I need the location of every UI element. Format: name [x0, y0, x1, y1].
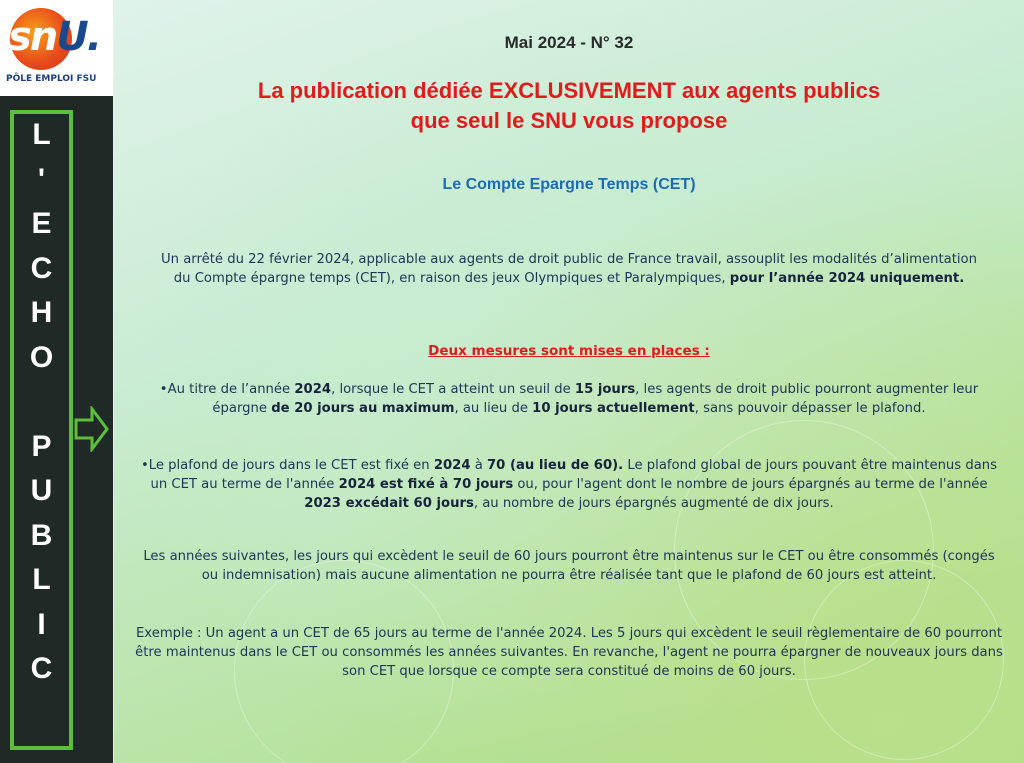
headline [114, 76, 1024, 136]
logo-caption: PÔLE EMPLOI FSU [6, 74, 97, 84]
example-paragraph: Exemple : Un agent a un CET de 65 jours au terme de l'année 2024. Les 5 jours qui excèdent le seuil règlementaire de 60 pourront être maintenus dans le CET ou consommés les années suivantes. En revanche, l'agent ne pourra épargner de nouveaux jours dans son CET que lorsque ce compte sera constitué de moins de 60 jours. [135, 626, 1003, 679]
title-letter: ' [37, 162, 46, 196]
title-letter: L [32, 118, 51, 151]
title-letter: C [30, 251, 53, 285]
snu-logo [0, 0, 113, 96]
arrow-right-icon [74, 406, 110, 452]
title-letter: L [32, 563, 51, 596]
headline-line: La publication dédiée EXCLUSIVEMENT aux agents publics [257, 78, 881, 103]
title-letter: O [29, 340, 54, 374]
measures-heading: Deux mesures sont mises en places : [428, 343, 710, 359]
title-letter: U [30, 474, 53, 507]
intro-paragraph: Un arrêté du 22 février 2024, applicable aux agents de droit public de France travail, assouplit les modalités d’alimentation du Compte épargne temps (CET), en raison des jeux Olympiques et Paralympiques, pour l’année 2024 uniquement. [161, 252, 977, 286]
headline-line: que seul le SNU vous propose [410, 108, 728, 133]
echo-public-title-box [10, 110, 73, 750]
title-letter: P [31, 429, 52, 463]
sidebar [0, 0, 113, 763]
article-subject: Le Compte Epargne Temps (CET) [442, 176, 696, 193]
main-content [114, 0, 1024, 763]
echo-public-panel [0, 96, 113, 763]
issue-number: Mai 2024 - N° 32 [504, 33, 634, 52]
title-letter: B [30, 518, 53, 552]
title-letter: C [30, 652, 53, 685]
following-years-paragraph: Les années suivantes, les jours qui excèdent le seuil de 60 jours pourront être maintenus sur le CET ou être consommés (congés ou indemnisation) mais aucune alimentation ne pourra être réalisée tant que le plafond de 60 jours est atteint. [143, 549, 995, 583]
title-letter: H [30, 296, 53, 329]
echo-public-title [14, 114, 69, 746]
logo-mark: snU. [8, 14, 100, 60]
title-letter: E [31, 207, 52, 240]
measure-1-paragraph: •Au titre de l’année 2024, lorsque le CET a atteint un seuil de 15 jours, les agents de droit public pourront augmenter leur épargne de 20 jours au maximum, au lieu de 10 jours actuellement, sans pouvoir dépasser le plafond. [159, 382, 979, 416]
measure-2-paragraph: •Le plafond de jours dans le CET est fixé en 2024 à 70 (au lieu de 60). Le plafond global de jours pouvant être maintenus dans un CET au terme de l'année 2024 est fixé à 70 jours ou, pour l'agent dont le nombre de jours épargnés au terme de l'année 2023 excédait 60 jours, au nombre de jours épargnés augmenté de dix jours. [140, 458, 998, 511]
title-letter: I [37, 607, 46, 641]
